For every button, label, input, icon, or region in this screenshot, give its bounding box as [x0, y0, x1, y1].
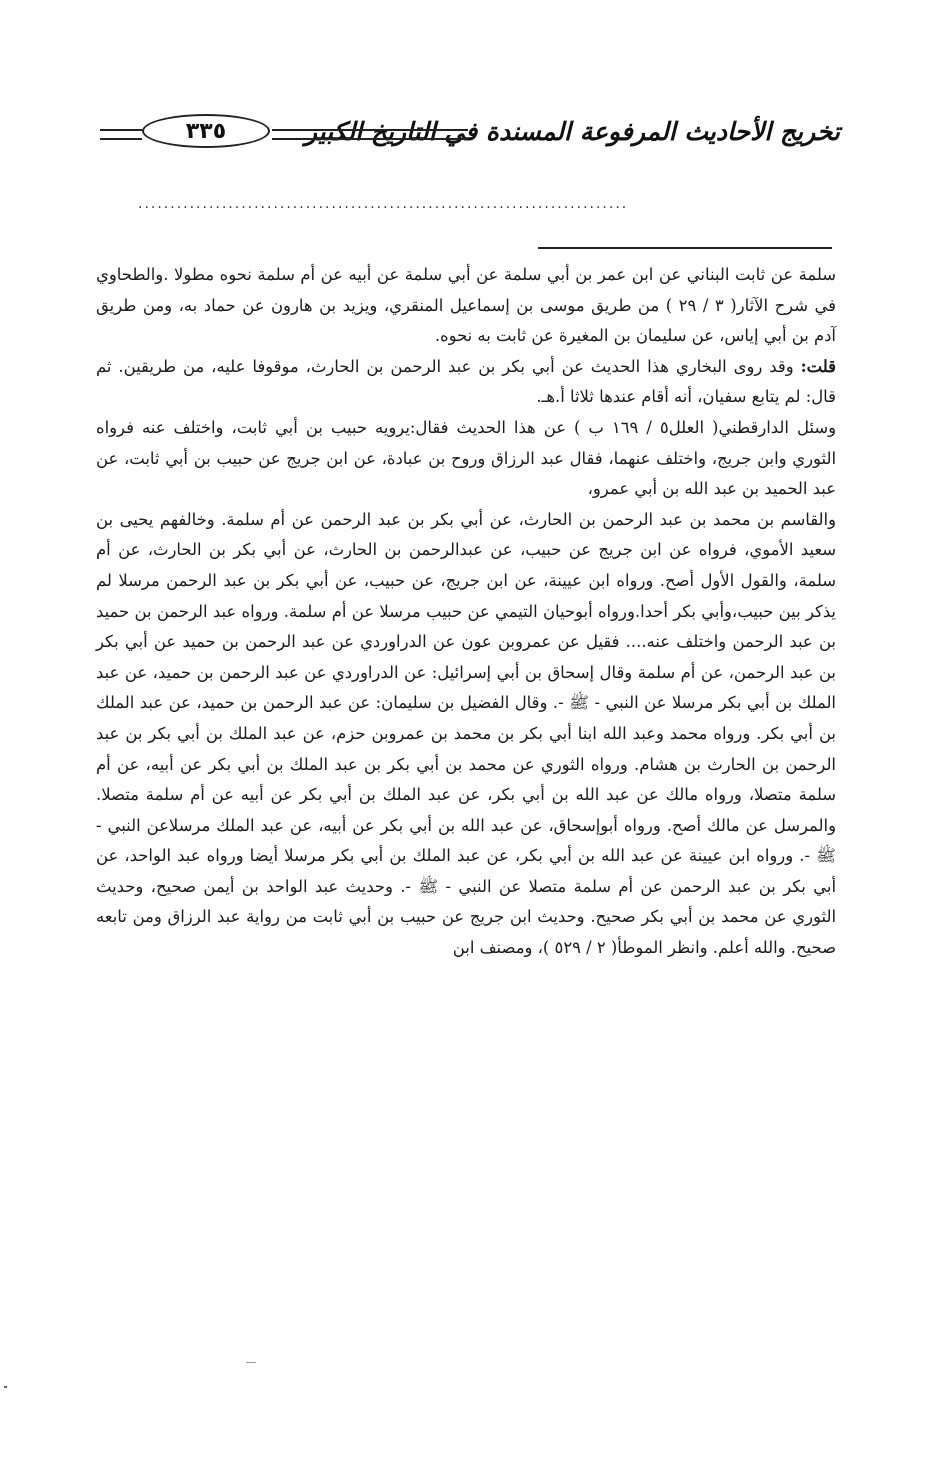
scan-mark: [246, 1362, 256, 1363]
paragraph-2-text: وقد روى البخاري هذا الحديث عن أبي بكر بن عبد الرحمن بن الحارث، موقوفا عليه، من طريقين. ثم قال: لم يتابع سفيان، أنه أقام عندها ثلاثا أ.هـ.: [96, 356, 836, 407]
page-number: ٣٣٥: [185, 118, 227, 144]
footnote-text: [96, 260, 836, 964]
page-number-badge: [142, 114, 270, 148]
qultu-label: قلت:: [800, 356, 836, 376]
running-header: [100, 110, 840, 160]
paragraph-2: [96, 352, 836, 413]
footnote-separator-rule: [538, 247, 832, 249]
paragraph-1: سلمة عن ثابت البناني عن ابن عمر بن أبي سلمة عن أبي سلمة عن أبيه عن أم سلمة نحوه مطولا .والطحاوي في شرح الآثار( ٣ / ٢٩ ) من طريق موسى بن إسماعيل المنقري، ويزيد بن هارون عن حماد به، ومن طريق آدم بن أبي إياس، عن سليمان بن المغيرة عن ثابت به نحوه.: [96, 265, 836, 346]
book-title: تخريج الأحاديث المرفوعة المسندة في التاريخ الكبير: [304, 117, 840, 146]
paragraph-3: وسئل الدارقطني( العلل٥ / ١٦٩ ب ) عن هذا الحديث فقال:يرويه حبيب بن أبي ثابت، واختلف عنه فرواه الثوري وابن جريج، واختلف عنهما، فقال عبد الرزاق وروح بن عبادة، عن ابن جريج عن حبيب بن أبي ثابت، عن عبد الحميد بن عبد الله بن أبي عمرو،: [96, 417, 836, 499]
dotted-separator: ............................................................................: [138, 196, 629, 210]
header-double-rule-right: [272, 129, 468, 140]
paragraph-4: والقاسم بن محمد بن عبد الرحمن بن الحارث، عن أبي بكر بن عبد الرحمن عن أم سلمة. وخالفهم يحيى بن سعيد الأموي، فرواه عن ابن جريج عن حبيب، عن عبدالرحمن بن الحارث، عن أبي بكر بن الحارث، عن أم سلمة، والقول الأول أصح. ورواه ابن عيينة، عن ابن جريج، عن حبيب، عن أبي بكر بن عبد الرحمن مرسلا لم يذكر بين حبيب،وأبي بكر أحدا.ورواه أبوحيان التيمي عن حبيب مرسلا عن أم سلمة. ورواه عبد الرحمن بن حميد بن عبد الرحمن واختلف عنه.... فقيل عن عمروبن عون عن الدراوردي عن عبد الرحمن بن حميد عن أبي بكر بن عبد الرحمن، عن أم سلمة وقال إسحاق بن أبي إسرائيل: عن الدراوردي عن عبد الرحمن بن حميد، عن عبد الملك بن أبي بكر مرسلا عن النبي - ﷺ -. وقال الفضيل بن سليمان: عن عبد الرحمن بن حميد، عن عبد الملك بن أبي بكر. ورواه محمد وعبد الله ابنا أبي بكر بن محمد بن عمروبن حزم، عن عبد الملك بن أبي بكر بن عبد الرحمن بن الحارث بن هشام. ورواه الثوري عن محمد بن أبي بكر بن عبد الملك بن أبي بكر عن أبيه، عن أم سلمة متصلا، ورواه مالك عن عبد الله بن أبي بكر، عن عبد الملك بن أبي بكر عن أبيه عن أم سلمة متصلا. والمرسل عن مالك أصح. ورواه أبوإسحاق، عن عبد الله بن أبي بكر عن أبيه، عن عبد الملك مرسلاعن النبي - ﷺ -. ورواه ابن عيينة عن عبد الله بن أبي بكر، عن عبد الملك بن أبي بكر مرسلا أيضا ورواه عبد الواحد، عن أبي بكر بن عبد الرحمن عن أم سلمة متصلا عن النبي - ﷺ -. وحديث عبد الواحد بن أيمن صحيح، وحديث الثوري عن محمد بن أبي بكر صحيح. وحديث ابن جريج عن حبيب بن أبي ثابت من رواية عبد الرزاق ومن تابعه صحيح. والله أعلم. وانظر الموطأ( ٢ / ٥٢٩ )، ومصنف ابن: [96, 509, 836, 958]
header-double-rule-left: [100, 129, 142, 140]
margin-scan-mark: [4, 1386, 7, 1388]
